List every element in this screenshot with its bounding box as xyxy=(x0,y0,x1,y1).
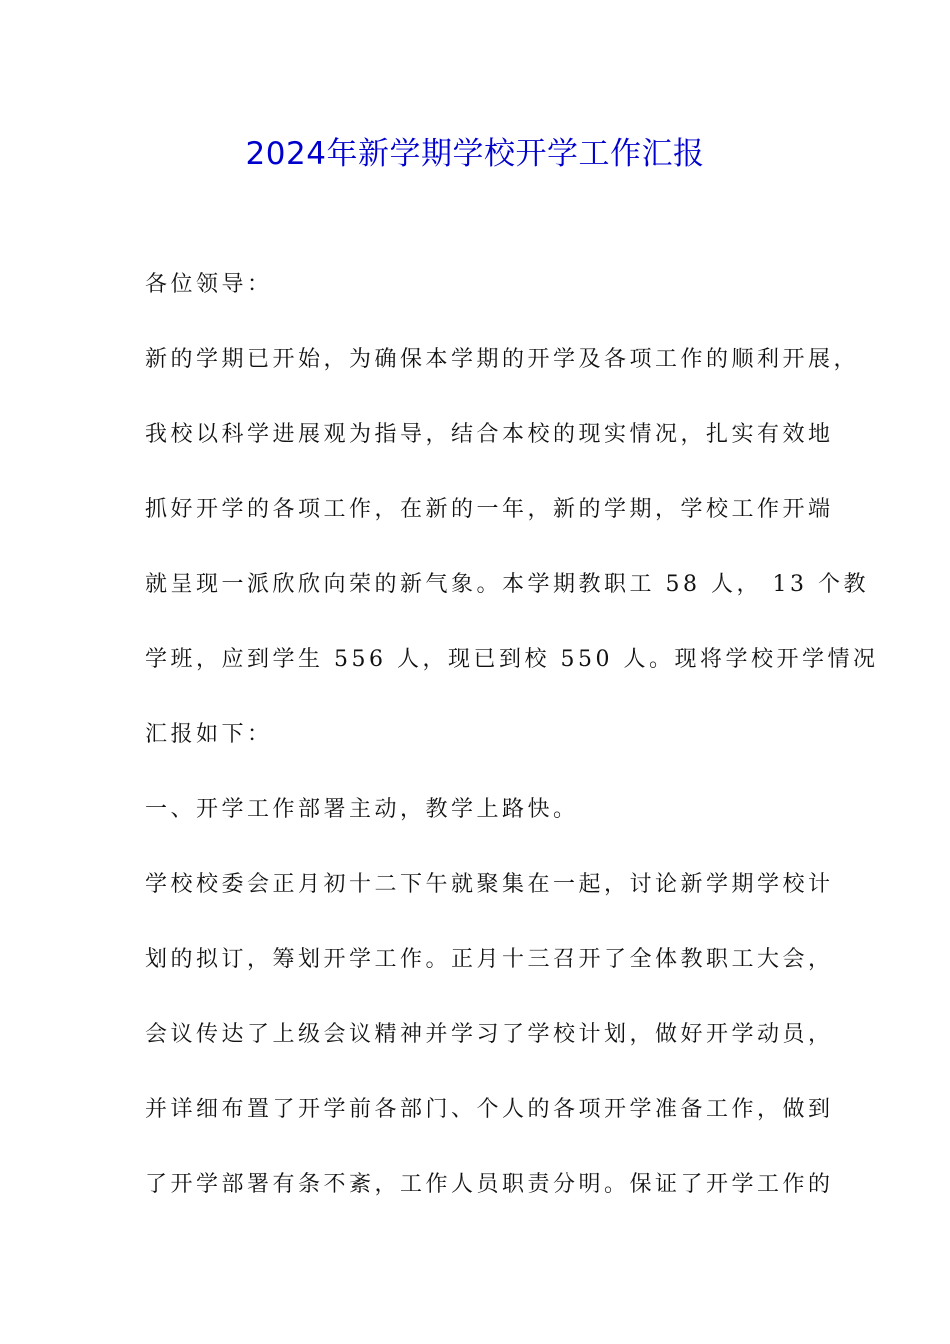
paragraph-line: 我校以科学进展观为指导，结合本校的现实情况，扎实有效地 xyxy=(145,422,834,447)
paragraph-line: 会议传达了上级会议精神并学习了学校计划，做好开学动员， xyxy=(145,1022,834,1047)
paragraph-line: 划的拟订，筹划开学工作。正月十三召开了全体教职工大会， xyxy=(145,947,834,972)
paragraph-line: 了开学部署有条不紊，工作人员职责分明。保证了开学工作的 xyxy=(145,1172,834,1197)
paragraph-line: 抓好开学的各项工作，在新的一年，新的学期，学校工作开端 xyxy=(145,497,834,522)
document-title: 2024年新学期学校开学工作汇报 xyxy=(245,136,705,172)
paragraph-line: 就呈现一派欣欣向荣的新气象。本学期教职工 58 人， 13 个教 xyxy=(145,572,869,597)
paragraph-line: 新的学期已开始，为确保本学期的开学及各项工作的顺利开展， xyxy=(145,347,860,372)
salutation: 各位领导： xyxy=(145,272,273,297)
section-heading: 一、开学工作部署主动，教学上路快。 xyxy=(145,797,579,822)
paragraph-line: 汇报如下： xyxy=(145,722,273,747)
paragraph-line: 并详细布置了开学前各部门、个人的各项开学准备工作，做到 xyxy=(145,1097,834,1122)
paragraph-line: 学班，应到学生 556 人，现已到校 550 人。现将学校开学情况 xyxy=(145,647,879,672)
paragraph-line: 学校校委会正月初十二下午就聚集在一起，讨论新学期学校计 xyxy=(145,872,834,897)
